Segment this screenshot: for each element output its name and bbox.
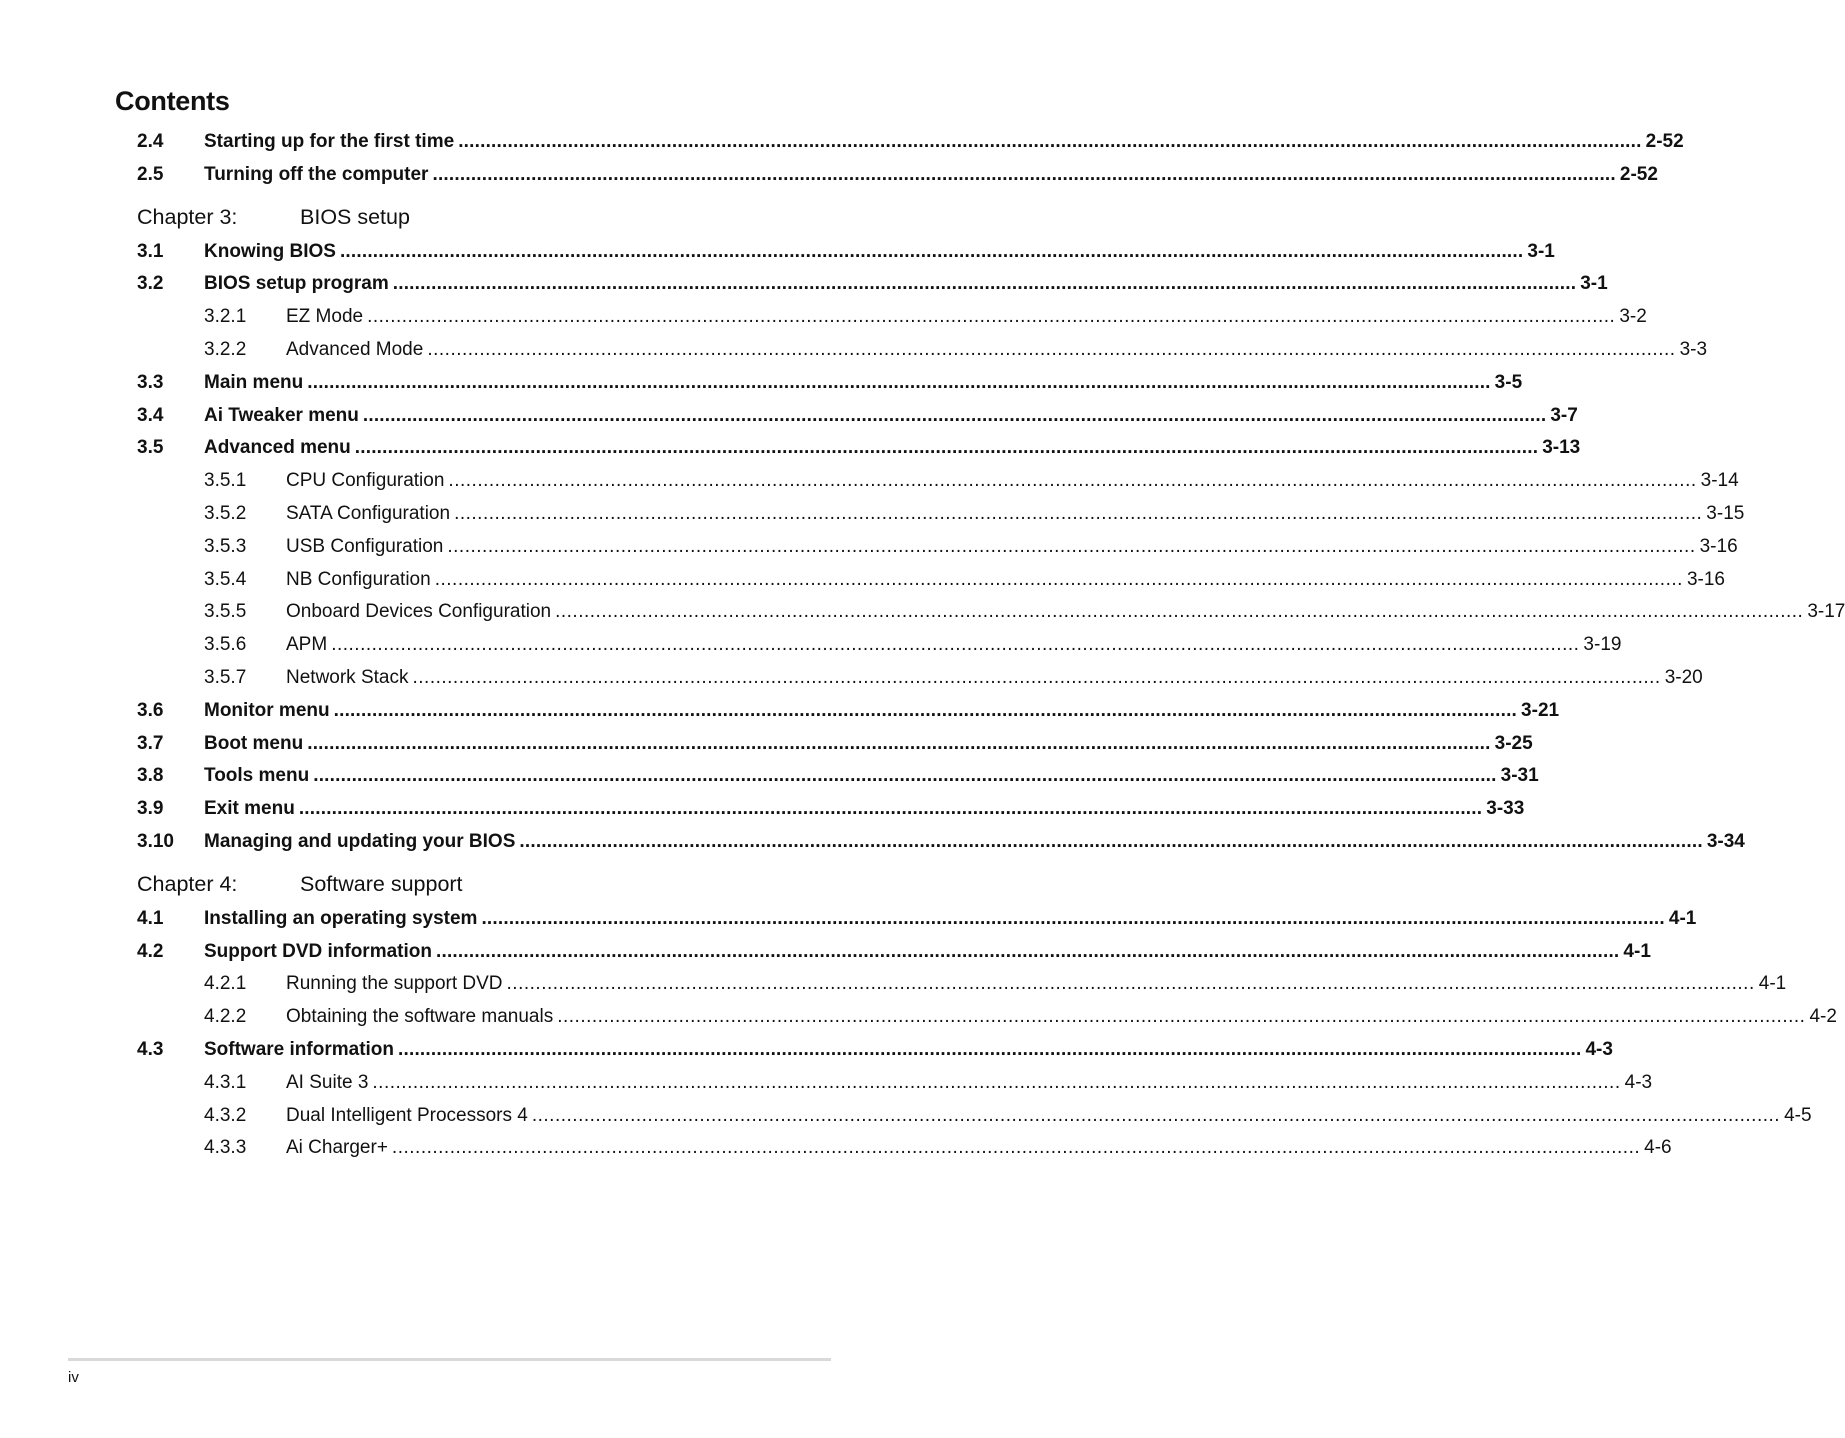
entry-page-number: 3-31 [1500,765,1539,787]
entry-page-number: 4-6 [1644,1137,1672,1159]
entry-title: Exit menu [204,798,295,820]
dot-leader: ........................................................................................................................................................................................................................ [398,1038,1582,1060]
dot-leader: ........................................................................................................................................................................................................................ [313,765,1497,787]
entry-number: 3.5.7 [204,666,247,688]
toc-section-entry[interactable] [137,432,1581,465]
toc-section-entry[interactable] [137,936,1651,969]
table-of-contents [137,126,1845,1165]
entry-page-number: 3-20 [1664,666,1703,688]
page-number: iv [68,1369,79,1386]
entry-number: 4.2.2 [204,1006,247,1028]
toc-section-entry[interactable] [137,367,1523,400]
toc-subsection-entry[interactable] [137,498,1745,531]
footer-divider [68,1358,831,1361]
entry-title: Obtaining the software manuals [286,1006,554,1028]
toc-subsection-entry[interactable] [137,968,1787,1001]
dot-leader: ........................................................................................................................................................................................................................ [458,131,1642,152]
entry-page-number: 4-1 [1758,973,1787,995]
entry-page-number: 4-1 [1668,907,1697,929]
entry-page-number: 3-15 [1706,502,1745,524]
entry-number: 3.10 [137,830,174,852]
entry-number: 3.5.5 [204,601,247,623]
dot-leader: ........................................................................................................................................................................................................................ [531,1104,1781,1126]
chapter-title: Software support [300,871,463,896]
entry-title: APM [286,634,328,656]
toc-section-entry[interactable] [137,1034,1613,1067]
entry-title: SATA Configuration [286,502,451,524]
entry-number: 3.2.2 [204,338,247,360]
toc-subsection-entry[interactable] [137,1067,1653,1100]
entry-number: 3.4 [137,404,164,426]
toc-subsection-entry[interactable] [137,662,1703,695]
entry-number: 4.2.1 [204,973,247,995]
entry-title: NB Configuration [286,568,431,590]
entry-page-number: 3-14 [1700,470,1739,492]
page-title: Contents [115,86,230,116]
dot-leader: ........................................................................................................................................................................................................................ [372,1071,1621,1093]
entry-title: Network Stack [286,666,409,688]
entry-title: Advanced menu [204,437,351,459]
dot-leader: ........................................................................................................................................................................................................................ [427,338,1676,360]
entry-title: Ai Charger+ [286,1137,388,1159]
entry-number: 3.9 [137,798,164,820]
entry-number: 2.4 [137,131,164,152]
entry-page-number: 3-1 [1580,273,1608,295]
entry-page-number: 3-2 [1619,306,1647,328]
chapter-title: BIOS setup [300,204,410,229]
entry-title: Ai Tweaker menu [204,404,359,426]
toc-section-entry[interactable] [137,159,1658,192]
entry-page-number: 3-34 [1706,830,1745,852]
entry-title: Starting up for the first time [204,131,455,152]
toc-subsection-entry[interactable] [137,1132,1672,1165]
toc-section-entry[interactable] [137,826,1745,859]
entry-page-number: 3-7 [1550,404,1578,426]
toc-section-entry[interactable] [137,903,1697,936]
entry-title: Running the support DVD [286,973,503,995]
entry-title: Installing an operating system [204,907,478,929]
dot-leader: ........................................................................................................................................................................................................................ [481,907,1665,929]
toc-subsection-entry[interactable] [137,334,1708,367]
dot-leader: ........................................................................................................................................................................................................................ [307,371,1491,393]
entry-number: 3.5.3 [204,535,247,557]
entry-number: 3.2.1 [204,306,247,328]
entry-page-number: 3-5 [1494,371,1523,393]
dot-leader: ........................................................................................................................................................................................................................ [435,940,1620,962]
entry-title: Monitor menu [204,699,330,721]
entry-title: Tools menu [204,765,310,787]
dot-leader: ........................................................................................................................................................................................................................ [506,973,1755,995]
entry-number: 3.3 [137,371,164,393]
dot-leader: ........................................................................................................................................................................................................................ [307,732,1491,754]
toc-section-entry[interactable] [137,126,1684,159]
toc-section-entry[interactable] [137,695,1560,728]
dot-leader: ........................................................................................................................................................................................................................ [367,306,1616,328]
dot-leader: ........................................................................................................................................................................................................................ [339,240,1524,262]
dot-leader: ........................................................................................................................................................................................................................ [298,798,1483,820]
entry-page-number: 3-25 [1494,732,1533,754]
entry-title: Dual Intelligent Processors 4 [286,1104,528,1126]
entry-number: 3.1 [137,240,164,262]
entry-number: 3.5.4 [204,568,247,590]
toc-section-entry[interactable] [137,268,1608,301]
entry-page-number: 3-3 [1679,338,1708,360]
entry-title: USB Configuration [286,535,444,557]
entry-number: 3.2 [137,273,164,295]
entry-number: 4.2 [137,940,164,962]
dot-leader: ........................................................................................................................................................................................................................ [519,830,1703,852]
dot-leader: ........................................................................................................................................................................................................................ [392,273,1577,295]
toc-subsection-entry[interactable] [137,596,1845,629]
toc-subsection-entry[interactable] [137,629,1622,662]
dot-leader: ........................................................................................................................................................................................................................ [362,404,1547,426]
chapter-label: Chapter 3: [137,204,238,229]
entry-page-number: 4-1 [1623,940,1651,962]
entry-number: 3.5.6 [204,634,247,656]
entry-number: 4.1 [137,907,164,929]
toc-section-entry[interactable] [137,728,1533,761]
entry-title: Boot menu [204,732,304,754]
toc-subsection-entry[interactable] [137,1100,1812,1133]
entry-title: Turning off the computer [204,163,429,185]
entry-title: Advanced Mode [286,338,424,360]
dot-leader: ........................................................................................................................................................................................................................ [412,666,1661,688]
toc-section-entry[interactable] [137,400,1578,433]
entry-page-number: 3-13 [1542,437,1581,459]
toc-subsection-entry[interactable] [137,531,1738,564]
chapter-heading [137,192,797,236]
entry-number: 4.3.2 [204,1104,247,1126]
entry-title: Main menu [204,371,304,393]
entry-number: 3.6 [137,699,164,721]
dot-leader: ........................................................................................................................................................................................................................ [434,568,1683,590]
entry-page-number: 3-16 [1686,568,1725,590]
chapter-heading [137,859,797,903]
entry-page-number: 4-3 [1624,1071,1653,1093]
entry-number: 3.5.1 [204,470,247,492]
dot-leader: ........................................................................................................................................................................................................................ [331,634,1580,656]
entry-title: EZ Mode [286,306,364,328]
entry-title: Support DVD information [204,940,432,962]
entry-page-number: 3-33 [1486,798,1525,820]
entry-page-number: 3-21 [1521,699,1560,721]
dot-leader: ........................................................................................................................................................................................................................ [391,1137,1641,1159]
chapter-label: Chapter 4: [137,871,238,896]
entry-page-number: 3-17 [1807,601,1845,623]
entry-title: BIOS setup program [204,273,389,295]
entry-title: CPU Configuration [286,470,445,492]
toc-subsection-entry[interactable] [137,465,1739,498]
dot-leader: ........................................................................................................................................................................................................................ [432,163,1616,185]
entry-page-number: 2-52 [1645,131,1684,152]
toc-section-entry[interactable] [137,760,1539,793]
entry-page-number: 3-16 [1699,535,1738,557]
toc-section-entry[interactable] [137,793,1525,826]
entry-page-number: 4-5 [1784,1104,1812,1126]
entry-page-number: 3-19 [1583,634,1622,656]
entry-page-number: 4-3 [1585,1038,1613,1060]
entry-number: 3.8 [137,765,164,787]
dot-leader: ........................................................................................................................................................................................................................ [333,699,1518,721]
entry-title: Managing and updating your BIOS [204,830,516,852]
entry-title: Knowing BIOS [204,240,336,262]
entry-number: 3.5.2 [204,502,247,524]
entry-number: 3.7 [137,732,164,754]
entry-number: 2.5 [137,163,164,185]
toc-subsection-entry[interactable] [137,564,1725,597]
dot-leader: ........................................................................................................................................................................................................................ [454,502,1703,524]
entry-page-number: 2-52 [1619,163,1658,185]
entry-title: AI Suite 3 [286,1071,369,1093]
toc-section-entry[interactable] [137,236,1555,269]
dot-leader: ........................................................................................................................................................................................................................ [447,535,1696,557]
entry-title: Onboard Devices Configuration [286,601,552,623]
dot-leader: ........................................................................................................................................................................................................................ [354,437,1539,459]
entry-number: 4.3 [137,1038,164,1060]
toc-subsection-entry[interactable] [137,1001,1837,1034]
dot-leader: ........................................................................................................................................................................................................................ [557,1006,1806,1028]
entry-number: 4.3.1 [204,1071,247,1093]
entry-title: Software information [204,1038,395,1060]
dot-leader: ........................................................................................................................................................................................................................ [448,470,1697,492]
entry-number: 4.3.3 [204,1137,247,1159]
entry-page-number: 3-1 [1527,240,1555,262]
entry-page-number: 4-2 [1809,1006,1837,1028]
entry-number: 3.5 [137,437,164,459]
dot-leader: ........................................................................................................................................................................................................................ [555,601,1804,623]
toc-subsection-entry[interactable] [137,301,1647,334]
